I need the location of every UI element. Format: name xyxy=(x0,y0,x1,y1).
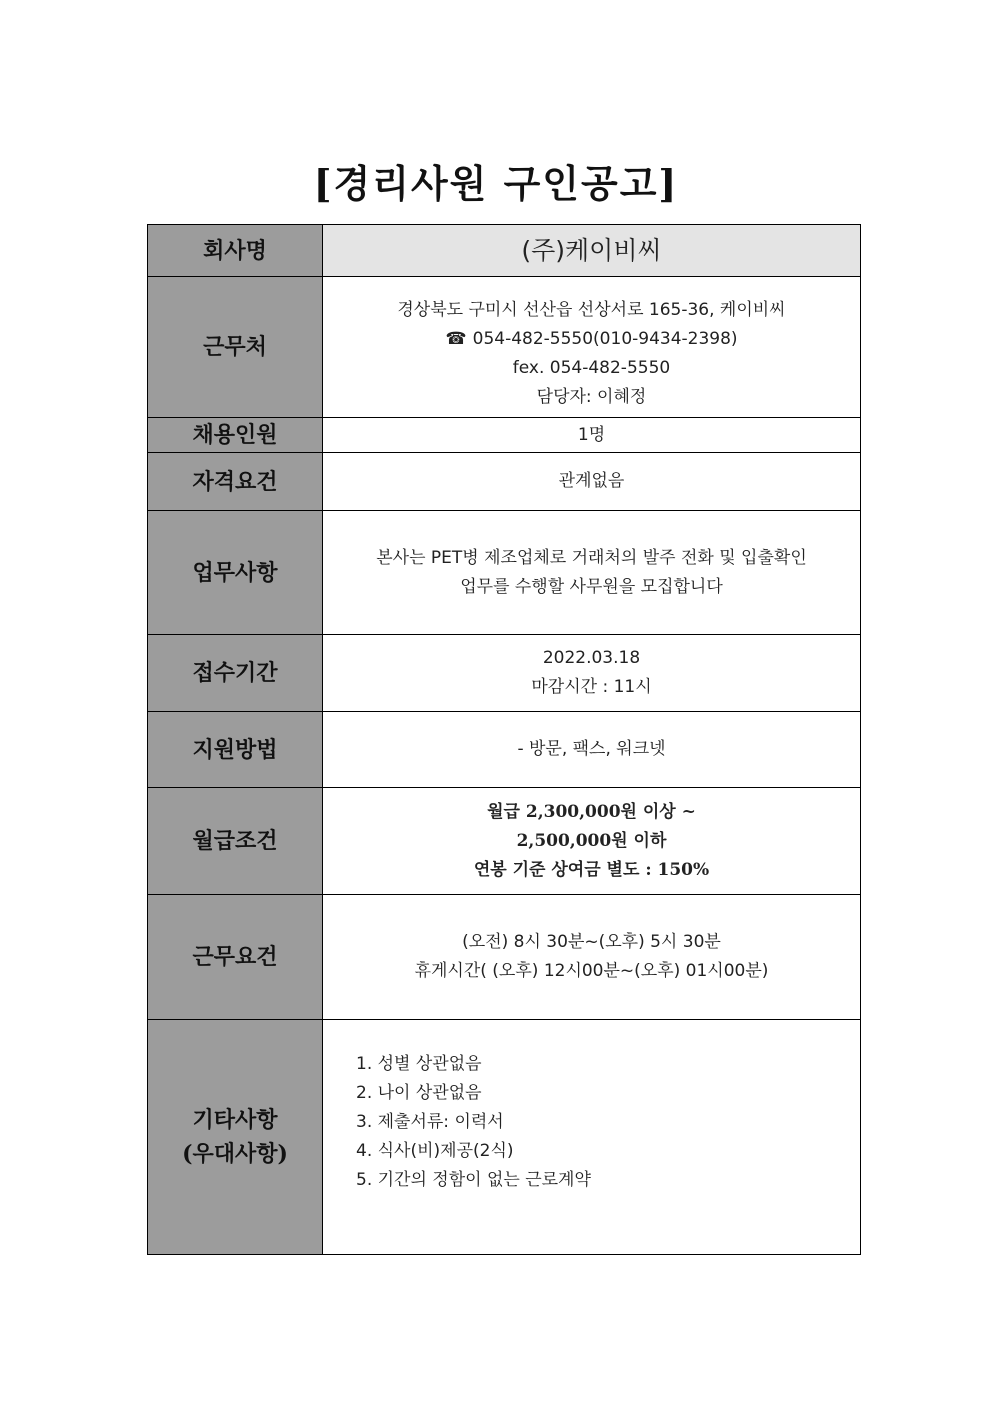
label-duties: 업무사항 xyxy=(148,511,323,635)
value-salary xyxy=(323,788,861,895)
row-period xyxy=(148,635,861,712)
salary-line: 2,500,000원 이하 xyxy=(516,830,667,851)
workplace-phone: 054-482-5550(010-9434-2398) xyxy=(472,329,738,349)
value-duties xyxy=(323,511,861,635)
salary-line: 연봉 기준 상여금 별도 : 150% xyxy=(473,859,710,880)
list-item: 4. 식사(비)제공(2식) xyxy=(356,1141,514,1161)
label-other-line: (우대사항) xyxy=(182,1141,288,1167)
row-headcount xyxy=(148,418,861,453)
value-other xyxy=(323,1020,861,1255)
hours-line: (오전) 8시 30분~(오후) 5시 30분 xyxy=(462,932,721,952)
label-headcount: 채용인원 xyxy=(148,418,323,453)
value-qualification: 관계없음 xyxy=(323,453,861,511)
row-duties xyxy=(148,511,861,635)
list-item: 1. 성별 상관없음 xyxy=(356,1054,482,1074)
value-period xyxy=(323,635,861,712)
hours-line: 휴게시간( (오후) 12시00분~(오후) 01시00분) xyxy=(414,961,769,981)
row-hours xyxy=(148,895,861,1020)
label-other xyxy=(148,1020,323,1255)
value-workplace xyxy=(323,277,861,418)
row-apply xyxy=(148,712,861,788)
label-hours: 근무요건 xyxy=(148,895,323,1020)
row-workplace xyxy=(148,277,861,418)
workplace-fax: fex. 054-482-5550 xyxy=(512,358,671,378)
phone-icon: ☎ xyxy=(445,329,467,349)
value-apply: - 방문, 팩스, 워크넷 xyxy=(323,712,861,788)
duties-line: 업무를 수행할 사무원을 모집합니다 xyxy=(460,576,723,597)
duties-line: 본사는 PET병 제조업체로 거래처의 발주 전화 및 입출확인 xyxy=(376,547,807,568)
label-salary: 월급조건 xyxy=(148,788,323,895)
label-other-line: 기타사항 xyxy=(192,1107,278,1133)
row-qualification xyxy=(148,453,861,511)
page-title: [경리사원 구인공고] xyxy=(313,161,679,206)
row-company xyxy=(148,225,861,277)
label-qualification: 자격요건 xyxy=(148,453,323,511)
row-other xyxy=(148,1020,861,1255)
list-item: 5. 기간의 정함이 없는 근로계약 xyxy=(356,1170,591,1190)
period-date: 2022.03.18 xyxy=(542,648,641,668)
label-workplace: 근무처 xyxy=(148,277,323,418)
row-salary xyxy=(148,788,861,895)
value-hours xyxy=(323,895,861,1020)
workplace-phone-line xyxy=(323,325,860,354)
salary-line: 월급 2,300,000원 이상 ~ xyxy=(487,801,696,822)
list-item: 3. 제출서류: 이력서 xyxy=(356,1112,504,1132)
value-company: (주)케이비씨 xyxy=(323,225,861,277)
workplace-address: 경상북도 구미시 선산읍 선상서로 165-36, 케이비씨 xyxy=(397,300,786,320)
workplace-contact: 담당자: 이혜정 xyxy=(536,387,647,407)
label-apply: 지원방법 xyxy=(148,712,323,788)
list-item: 2. 나이 상관없음 xyxy=(356,1083,482,1103)
period-deadline: 마감시간 : 11시 xyxy=(531,677,652,697)
label-company: 회사명 xyxy=(148,225,323,277)
label-period: 접수기간 xyxy=(148,635,323,712)
job-notice-table xyxy=(147,224,861,1255)
value-headcount: 1명 xyxy=(323,418,861,453)
